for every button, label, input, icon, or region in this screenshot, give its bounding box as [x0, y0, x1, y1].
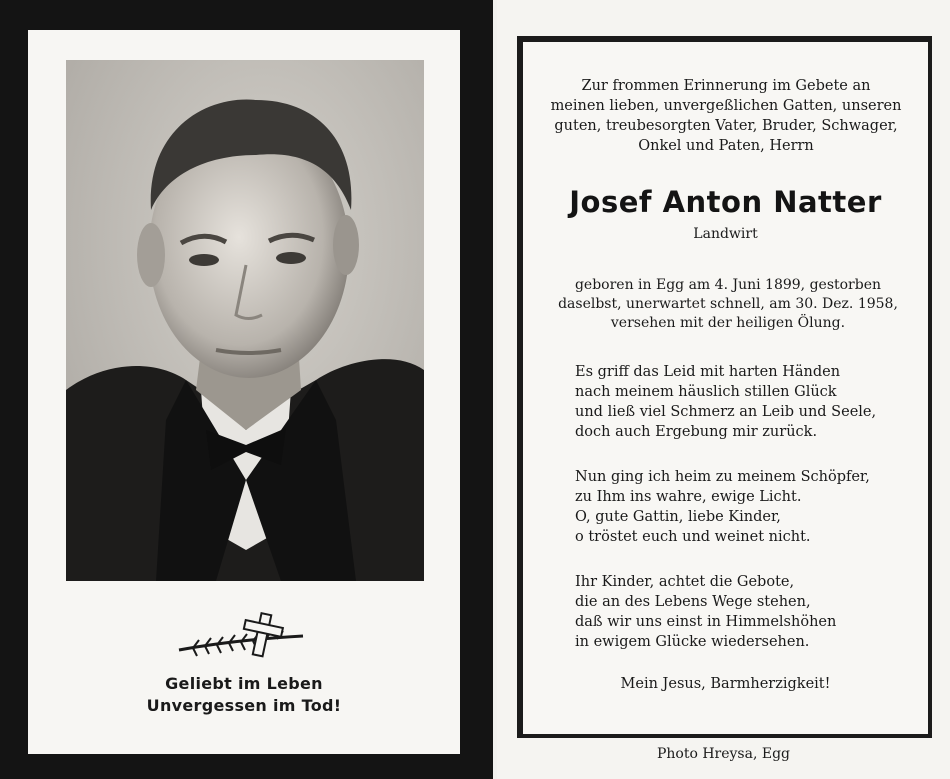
dedication-line: guten, treubesorgten Vater, Bruder, Schwager, [554, 118, 898, 134]
poem-stanza-1 [575, 362, 915, 442]
dedication-line: meinen lieben, unvergeßlichen Gatten, unseren [550, 98, 902, 114]
life-dates [531, 276, 925, 333]
card-front-panel [28, 30, 460, 754]
poem-line: nach meinem häuslich stillen Glück [575, 384, 837, 400]
motto-line-1: Geliebt im Leben [165, 674, 323, 693]
poem-line: in ewigem Glücke wiedersehen. [575, 634, 810, 650]
deceased-name: Josef Anton Natter [569, 185, 882, 219]
poem-stanza-2 [575, 467, 915, 547]
poem-line: daß wir uns einst in Himmelshöhen [575, 614, 837, 630]
closing-prayer: Mein Jesus, Barmherzigkeit! [620, 676, 831, 692]
dates-line: daselbst, unerwartet schnell, am 30. Dez. 1958, [558, 296, 898, 312]
cross-emblem-icon [173, 610, 313, 660]
portrait-photo [66, 60, 424, 581]
poem-line: zu Ihm ins wahre, ewige Licht. [575, 489, 802, 505]
poem-line: Nun ging ich heim zu meinem Schöpfer, [575, 469, 870, 485]
profession: Landwirt [693, 226, 758, 242]
poem-stanza-3 [575, 572, 915, 652]
black-border-frame [517, 36, 932, 738]
dates-line: geboren in Egg am 4. Juni 1899, gestorben [574, 277, 882, 293]
portrait-illustration [66, 60, 424, 581]
poem-line: und ließ viel Schmerz an Leib und Seele, [575, 404, 877, 420]
poem-line: o tröstet euch und weinet nicht. [575, 529, 811, 545]
dedication-text [531, 76, 921, 156]
poem-line: Ihr Kinder, achtet die Gebote, [575, 574, 795, 590]
dedication-line: Zur frommen Erinnerung im Gebete an [581, 78, 871, 94]
poem-line: doch auch Ergebung mir zurück. [575, 424, 818, 440]
dates-line: versehen mit der heiligen Ölung. [610, 315, 846, 331]
poem-line: die an des Lebens Wege stehen, [575, 594, 811, 610]
dedication-line: Onkel und Paten, Herrn [638, 138, 814, 154]
poem-line: Es griff das Leid mit harten Händen [575, 364, 841, 380]
photo-credit: Photo Hreysa, Egg [656, 746, 791, 762]
memorial-card-back [497, 0, 950, 779]
motto-line-2: Unvergessen im Tod! [146, 696, 342, 715]
poem-line: O, gute Gattin, liebe Kinder, [575, 509, 781, 525]
